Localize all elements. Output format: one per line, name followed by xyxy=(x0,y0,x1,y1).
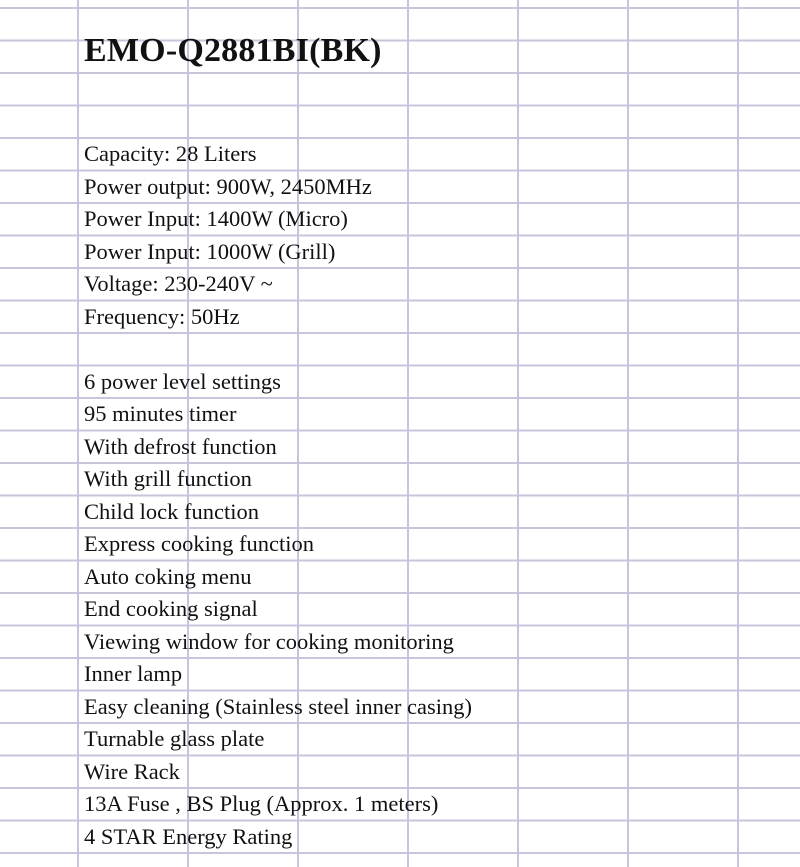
spec-frequency[interactable]: Frequency: 50Hz xyxy=(84,303,240,329)
feature-item[interactable]: Child lock function xyxy=(84,498,259,524)
column-divider xyxy=(297,0,299,867)
model-title[interactable]: EMO-Q2881BI(BK) xyxy=(84,32,382,69)
feature-item[interactable]: Express cooking function xyxy=(84,531,314,556)
feature-item[interactable]: Easy cleaning (Stainless steel inner casing) xyxy=(84,693,473,719)
column-divider xyxy=(627,0,629,867)
column-divider xyxy=(407,0,409,867)
spec-voltage[interactable]: Voltage: 230-240V ~ xyxy=(84,271,273,296)
feature-item[interactable]: Viewing window for cooking monitoring xyxy=(84,628,454,654)
feature-item[interactable]: 6 power level settings xyxy=(84,368,281,394)
spec-capacity[interactable]: Capacity: 28 Liters xyxy=(84,141,257,166)
feature-item[interactable]: Auto coking menu xyxy=(84,563,252,589)
feature-item[interactable]: Inner lamp xyxy=(84,661,183,686)
feature-item[interactable]: Wire Rack xyxy=(84,758,180,784)
column-divider xyxy=(737,0,739,867)
feature-item[interactable]: With defrost function xyxy=(84,433,277,459)
spec-power-input-grill[interactable]: Power Input: 1000W (Grill) xyxy=(84,238,336,264)
feature-item[interactable]: 13A Fuse , BS Plug (Approx. 1 meters) xyxy=(84,791,439,816)
spec-power-output[interactable]: Power output: 900W, 2450MHz xyxy=(84,173,372,199)
spec-power-input-micro[interactable]: Power Input: 1400W (Micro) xyxy=(84,206,348,231)
column-divider xyxy=(77,0,79,867)
column-divider xyxy=(517,0,519,867)
feature-item[interactable]: End cooking signal xyxy=(84,596,258,621)
feature-item[interactable]: 4 STAR Energy Rating xyxy=(84,823,293,849)
feature-item[interactable]: Turnable glass plate xyxy=(84,726,265,751)
feature-item[interactable]: 95 minutes timer xyxy=(84,401,237,426)
feature-item[interactable]: With grill function xyxy=(84,466,252,491)
